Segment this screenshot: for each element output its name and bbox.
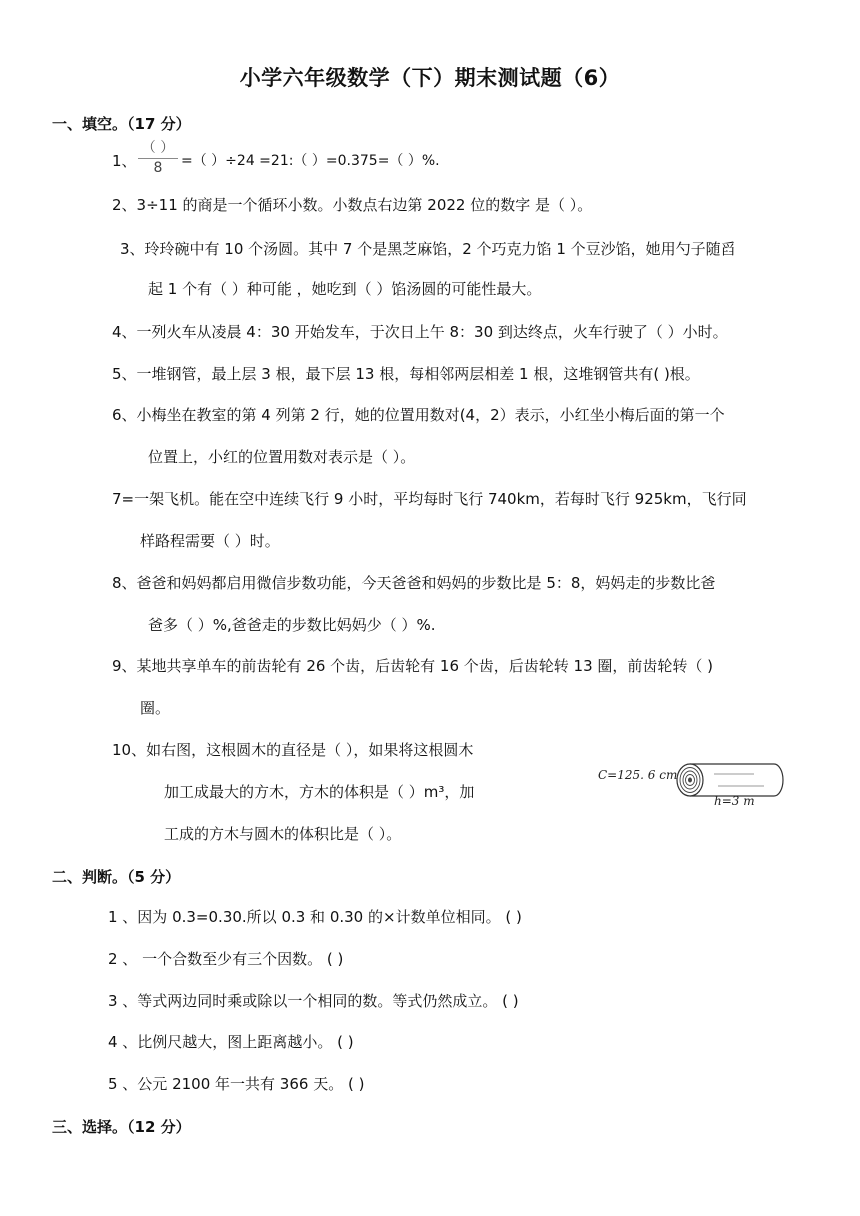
log-figure — [594, 758, 790, 814]
q9-text-line2: 圈。 — [140, 699, 171, 717]
q1-fraction — [135, 137, 181, 181]
judge-item-2: 2 、 一个合数至少有三个因数。 ( ) — [108, 950, 344, 968]
q8-text-line2: 爸多（ ）%,爸爸走的步数比妈妈少（ ）%. — [148, 616, 436, 634]
q4-text: 4、一列火车从凌晨 4：30 开始发车，于次日上午 8：30 到达终点，火车行驶了（ ）小时。 — [112, 323, 728, 341]
judge-item-1: 1 、因为 0.3=0.30.所以 0.3 和 0.30 的×计数单位相同。 ( ) — [108, 908, 522, 926]
q10-text-line3: 工成的方木与圆木的体积比是（ ）。 — [164, 825, 402, 843]
judge-item-3: 3 、等式两边同时乘或除以一个相同的数。等式仍然成立。 ( ) — [108, 992, 519, 1010]
fraction-denominator: 8 — [153, 160, 163, 176]
section-fill-heading: 一、填空。（17 分） — [52, 115, 191, 133]
q6-text-line2: 位置上，小红的位置用数对表示是（ ）。 — [148, 448, 416, 466]
q1-text: =（ ）÷24 =21:（ ）=0.375=（ ）%. — [181, 153, 440, 169]
height-label: h=3 m — [714, 794, 755, 808]
q6-text-line1: 6、小梅坐在教室的第 4 列第 2 行，她的位置用数对(4，2）表示，小红坐小梅后面的第一个 — [112, 406, 725, 424]
judge-item-5: 5 、公元 2100 年一共有 366 天。 ( ) — [108, 1075, 365, 1093]
q8-text-line1: 8、爸爸和妈妈都启用微信步数功能，今天爸爸和妈妈的步数比是 5：8，妈妈走的步数比爸 — [112, 574, 716, 592]
circumference-label: C=125. 6 cm — [598, 768, 678, 782]
fraction-bar — [138, 158, 178, 159]
section-judge-heading: 二、判断。（5 分） — [52, 868, 181, 886]
q2-text: 2、3÷11 的商是一个循环小数。小数点右边第 2022 位的数字 是（ ）。 — [112, 196, 593, 214]
q1-prefix: 1、 — [112, 152, 137, 170]
q10-text-line2: 加工成最大的方木，方木的体积是（ ）m³，加 — [164, 783, 475, 801]
q3-text-line2: 起 1 个有（ ）种可能 ，她吃到（ ）馅汤圆的可能性最大。 — [148, 280, 542, 298]
page-title: 小学六年级数学（下）期末测试题（6） — [239, 66, 621, 90]
q7-text-line1: 7=一架飞机。能在空中连续飞行 9 小时，平均每时飞行 740km，若每时飞行 925km，飞行同 — [112, 490, 747, 508]
q10-text-line1: 10、如右图，这根圆木的直径是（ ），如果将这根圆木 — [112, 741, 474, 759]
judge-item-4: 4 、比例尺越大，图上距离越小。 ( ) — [108, 1033, 354, 1051]
fraction-numerator: （ ） — [141, 140, 175, 156]
q9-text-line1: 9、某地共享单车的前齿轮有 26 个齿，后齿轮有 16 个齿，后齿轮转 13 圈，前齿轮转（ ) — [112, 657, 714, 675]
log-drawing — [674, 762, 786, 798]
section-choice-heading: 三、选择。（12 分） — [52, 1118, 191, 1136]
q5-text: 5、一堆钢管，最上层 3 根，最下层 13 根，每相邻两层相差 1 根，这堆钢管共有( )根。 — [112, 365, 700, 383]
q7-text-line2: 样路程需要（ ）时。 — [140, 532, 280, 550]
q3-text-line1: 3、玲玲碗中有 10 个汤圆。其中 7 个是黑芝麻馅，2 个巧克力馅 1 个豆沙馅，她用勺子随舀 — [120, 240, 736, 258]
